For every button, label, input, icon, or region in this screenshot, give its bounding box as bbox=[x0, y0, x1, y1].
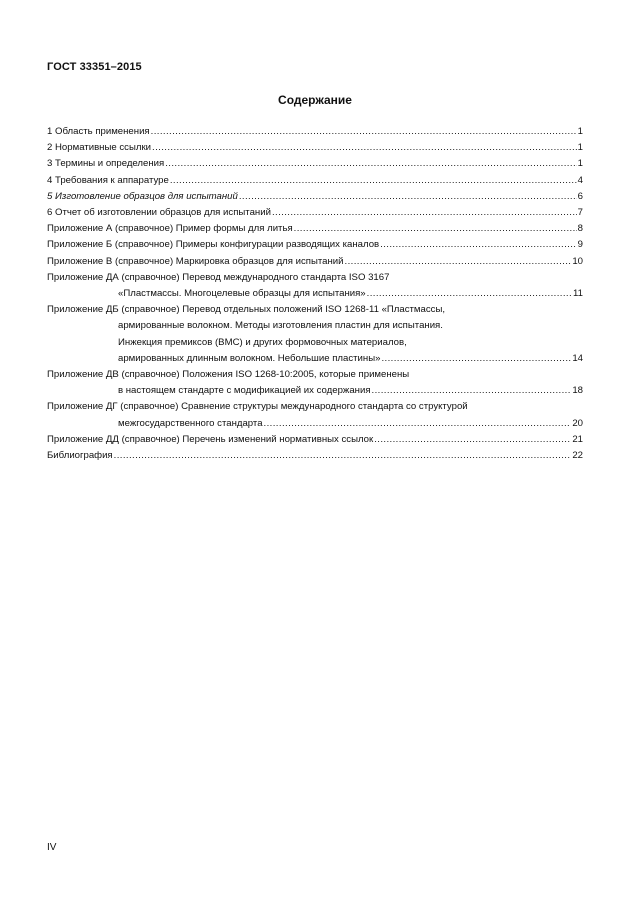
toc-entry[interactable] bbox=[47, 173, 583, 189]
toc-entry-title: Библиография bbox=[47, 450, 113, 462]
toc-entry-title-continuation: «Пластмассы. Многоцелевые образцы для испытания» bbox=[118, 288, 366, 300]
leader-dots bbox=[264, 416, 572, 432]
toc-entry[interactable] bbox=[47, 302, 583, 367]
toc-entry-page: 22 bbox=[572, 450, 583, 462]
toc-entry-title-continuation: армированные волокном. Методы изготовления пластин для испытания. bbox=[118, 320, 443, 332]
toc-entry-title: 3 Термины и определения bbox=[47, 158, 165, 170]
toc-entry-title: Приложение В (справочное) Маркировка образцов для испытаний bbox=[47, 255, 344, 267]
leader-dots bbox=[272, 205, 577, 221]
toc-entry[interactable] bbox=[47, 399, 583, 431]
toc-entry[interactable] bbox=[47, 124, 583, 140]
toc-entry-page: 6 bbox=[577, 190, 583, 202]
leader-dots bbox=[165, 156, 576, 172]
toc-entry-title: Приложение ДА (справочное) Перевод международного стандарта ISO 3167 bbox=[47, 271, 390, 283]
toc-entry[interactable] bbox=[47, 432, 583, 448]
leader-dots bbox=[374, 432, 571, 448]
toc-entry-title: 2 Нормативные ссылки bbox=[47, 142, 152, 154]
toc-entry-page: 14 bbox=[572, 352, 583, 364]
toc-entry-page: 1 bbox=[577, 158, 583, 170]
leader-dots bbox=[114, 448, 572, 464]
toc-entry[interactable] bbox=[47, 156, 583, 172]
toc-entry-title: Приложение ДБ (справочное) Перевод отдельных положений ISO 1268-11 «Пластмассы, bbox=[47, 304, 446, 316]
toc-entry-page: 1 bbox=[577, 126, 583, 137]
leader-dots bbox=[170, 173, 577, 189]
page-title: Содержание bbox=[278, 93, 352, 107]
toc-entry-page: 4 bbox=[577, 174, 583, 186]
toc-entry-page: 1 bbox=[577, 142, 583, 154]
toc-entry-title: 4 Требования к аппаратуре bbox=[47, 174, 169, 186]
toc-entry-title: Приложение ДД (справочное) Перечень изменений нормативных ссылок bbox=[47, 433, 374, 445]
toc-entry-title: 5 Изготовление образцов для испытаний bbox=[47, 190, 238, 202]
toc-entry-page: 8 bbox=[577, 223, 583, 235]
toc-entry-title: Приложение ДГ (справочное) Сравнение структуры международного стандарта со структурой bbox=[47, 401, 468, 413]
toc-entry-title: Приложение Б (справочное) Примеры конфигурации разводящих каналов bbox=[47, 239, 380, 251]
leader-dots bbox=[294, 221, 577, 237]
toc-entry-page: 9 bbox=[577, 239, 583, 251]
leader-dots bbox=[380, 237, 577, 253]
toc-entry-page: 20 bbox=[572, 417, 583, 429]
leader-dots bbox=[367, 286, 572, 302]
toc-entry-title-continuation: армированных длинным волокном. Небольшие пластины» bbox=[118, 352, 381, 364]
toc-entry[interactable] bbox=[47, 221, 583, 237]
toc-entry[interactable] bbox=[47, 140, 583, 156]
toc-entry[interactable] bbox=[47, 448, 583, 464]
toc-entry-title-continuation: в настоящем стандарте с модификацией их содержания bbox=[118, 385, 371, 397]
leader-dots bbox=[345, 254, 572, 270]
leader-dots bbox=[152, 140, 577, 156]
toc-entry-page: 21 bbox=[572, 433, 583, 445]
toc-entry[interactable] bbox=[47, 270, 583, 302]
toc-entry-title: Приложение ДВ (справочное) Положения ISO 1268-10:2005, которые применены bbox=[47, 369, 410, 381]
toc-entry[interactable] bbox=[47, 205, 583, 221]
leader-dots bbox=[372, 383, 572, 399]
toc-entry-page: 10 bbox=[572, 255, 583, 267]
toc-entry-title-continuation: межгосударственного стандарта bbox=[118, 417, 263, 429]
toc-entry[interactable] bbox=[47, 189, 583, 205]
leader-dots bbox=[381, 351, 571, 367]
toc-entry-title: 6 Отчет об изготовлении образцов для испытаний bbox=[47, 207, 271, 219]
toc-entry[interactable] bbox=[47, 254, 583, 270]
toc-entry-title: 1 Область применения bbox=[47, 126, 150, 137]
leader-dots bbox=[151, 124, 577, 140]
toc-entry[interactable] bbox=[47, 237, 583, 253]
toc-entry-page: 7 bbox=[577, 207, 583, 219]
toc-entry-title: Приложение А (справочное) Пример формы для литья bbox=[47, 223, 293, 235]
toc-entry-page: 11 bbox=[573, 288, 583, 300]
toc-entry[interactable] bbox=[47, 367, 583, 399]
toc-entry-title-continuation: Инжекция премиксов (ВМС) и других формовочных материалов, bbox=[118, 336, 407, 348]
page-number: IV bbox=[47, 842, 57, 853]
toc-entry-page: 18 bbox=[572, 385, 583, 397]
leader-dots bbox=[239, 189, 577, 205]
page-header: ГОСТ 33351–2015 bbox=[47, 61, 142, 73]
table-of-contents bbox=[47, 124, 583, 464]
